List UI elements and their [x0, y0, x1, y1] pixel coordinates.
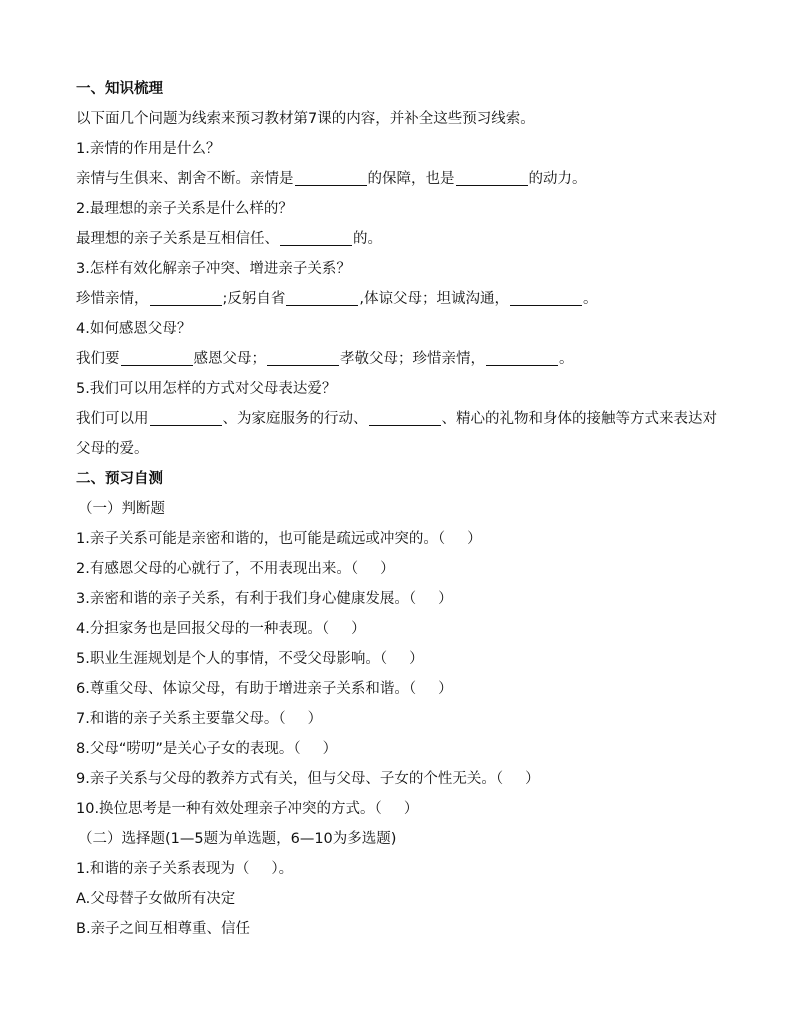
- answer-4: 我们要 感恩父母； 孝敬父母；珍惜亲情， 。: [76, 351, 574, 367]
- fill-blank[interactable]: [369, 409, 441, 426]
- section-intro: 以下面几个问题为线索来预习教材第7课的内容，并补全这些预习线索。: [76, 111, 535, 127]
- answer-5: 我们可以用 、为家庭服务的行动、 、精心的礼物和身体的接触等方式来表达对父母的爱。: [76, 411, 717, 457]
- fill-blank[interactable]: [510, 289, 582, 306]
- fill-blank[interactable]: [286, 289, 358, 306]
- fill-blank[interactable]: [456, 169, 528, 186]
- judge-item: 7.和谐的亲子关系主要靠父母。（ ）: [76, 711, 323, 727]
- fill-blank[interactable]: [486, 349, 558, 366]
- choice-section-title: （二）选择题(1—5题为单选题，6—10为多选题): [78, 831, 397, 847]
- fill-blank[interactable]: [150, 409, 222, 426]
- question-4: 4.如何感恩父母？: [76, 321, 192, 337]
- judge-item: 4.分担家务也是回报父母的一种表现。（ ）: [76, 621, 366, 637]
- question-3: 3.怎样有效化解亲子冲突、增进亲子关系？: [76, 261, 351, 277]
- judge-item: 1.亲子关系可能是亲密和谐的，也可能是疏远或冲突的。（ ）: [76, 531, 482, 547]
- document-page: [76, 74, 726, 944]
- judge-section-title: （一）判断题: [78, 501, 165, 517]
- fill-blank[interactable]: [267, 349, 339, 366]
- fill-blank[interactable]: [150, 289, 222, 306]
- judge-item: 2.有感恩父母的心就行了，不用表现出来。（ ）: [76, 561, 395, 577]
- question-5: 5.我们可以用怎样的方式对父母表达爱？: [76, 381, 337, 397]
- answer-1: 亲情与生俱来、割舍不断。亲情是 的保障，也是 的动力。: [76, 171, 587, 187]
- judge-item: 8.父母“唠叨”是关心子女的表现。（ ）: [76, 741, 338, 757]
- choice-option-b: B.亲子之间互相尊重、信任: [76, 921, 251, 937]
- question-2: 2.最理想的亲子关系是什么样的？: [76, 201, 293, 217]
- answer-3: 珍惜亲情， ;反躬自省 ,体谅父母；坦诚沟通， 。: [76, 291, 598, 307]
- fill-blank[interactable]: [121, 349, 193, 366]
- question-1: 1.亲情的作用是什么？: [76, 141, 221, 157]
- choice-question-1: 1.和谐的亲子关系表现为（ ）。: [76, 861, 294, 877]
- judge-item: 6.尊重父母、体谅父母，有助于增进亲子关系和谐。（ ）: [76, 681, 453, 697]
- fill-blank[interactable]: [280, 229, 352, 246]
- answer-2: 最理想的亲子关系是互相信任、 的。: [76, 231, 382, 247]
- judge-item: 5.职业生涯规划是个人的事情，不受父母影响。（ ）: [76, 651, 424, 667]
- fill-blank[interactable]: [295, 169, 367, 186]
- judge-item: 10.换位思考是一种有效处理亲子冲突的方式。（ ）: [76, 801, 419, 817]
- section-heading-knowledge: 一、知识梳理: [76, 81, 163, 97]
- section-heading-self-test: 二、预习自测: [76, 471, 163, 487]
- judge-item: 9.亲子关系与父母的教养方式有关，但与父母、子女的个性无关。（ ）: [76, 771, 540, 787]
- judge-item: 3.亲密和谐的亲子关系，有利于我们身心健康发展。（ ）: [76, 591, 453, 607]
- choice-option-a: A.父母替子女做所有决定: [76, 891, 236, 907]
